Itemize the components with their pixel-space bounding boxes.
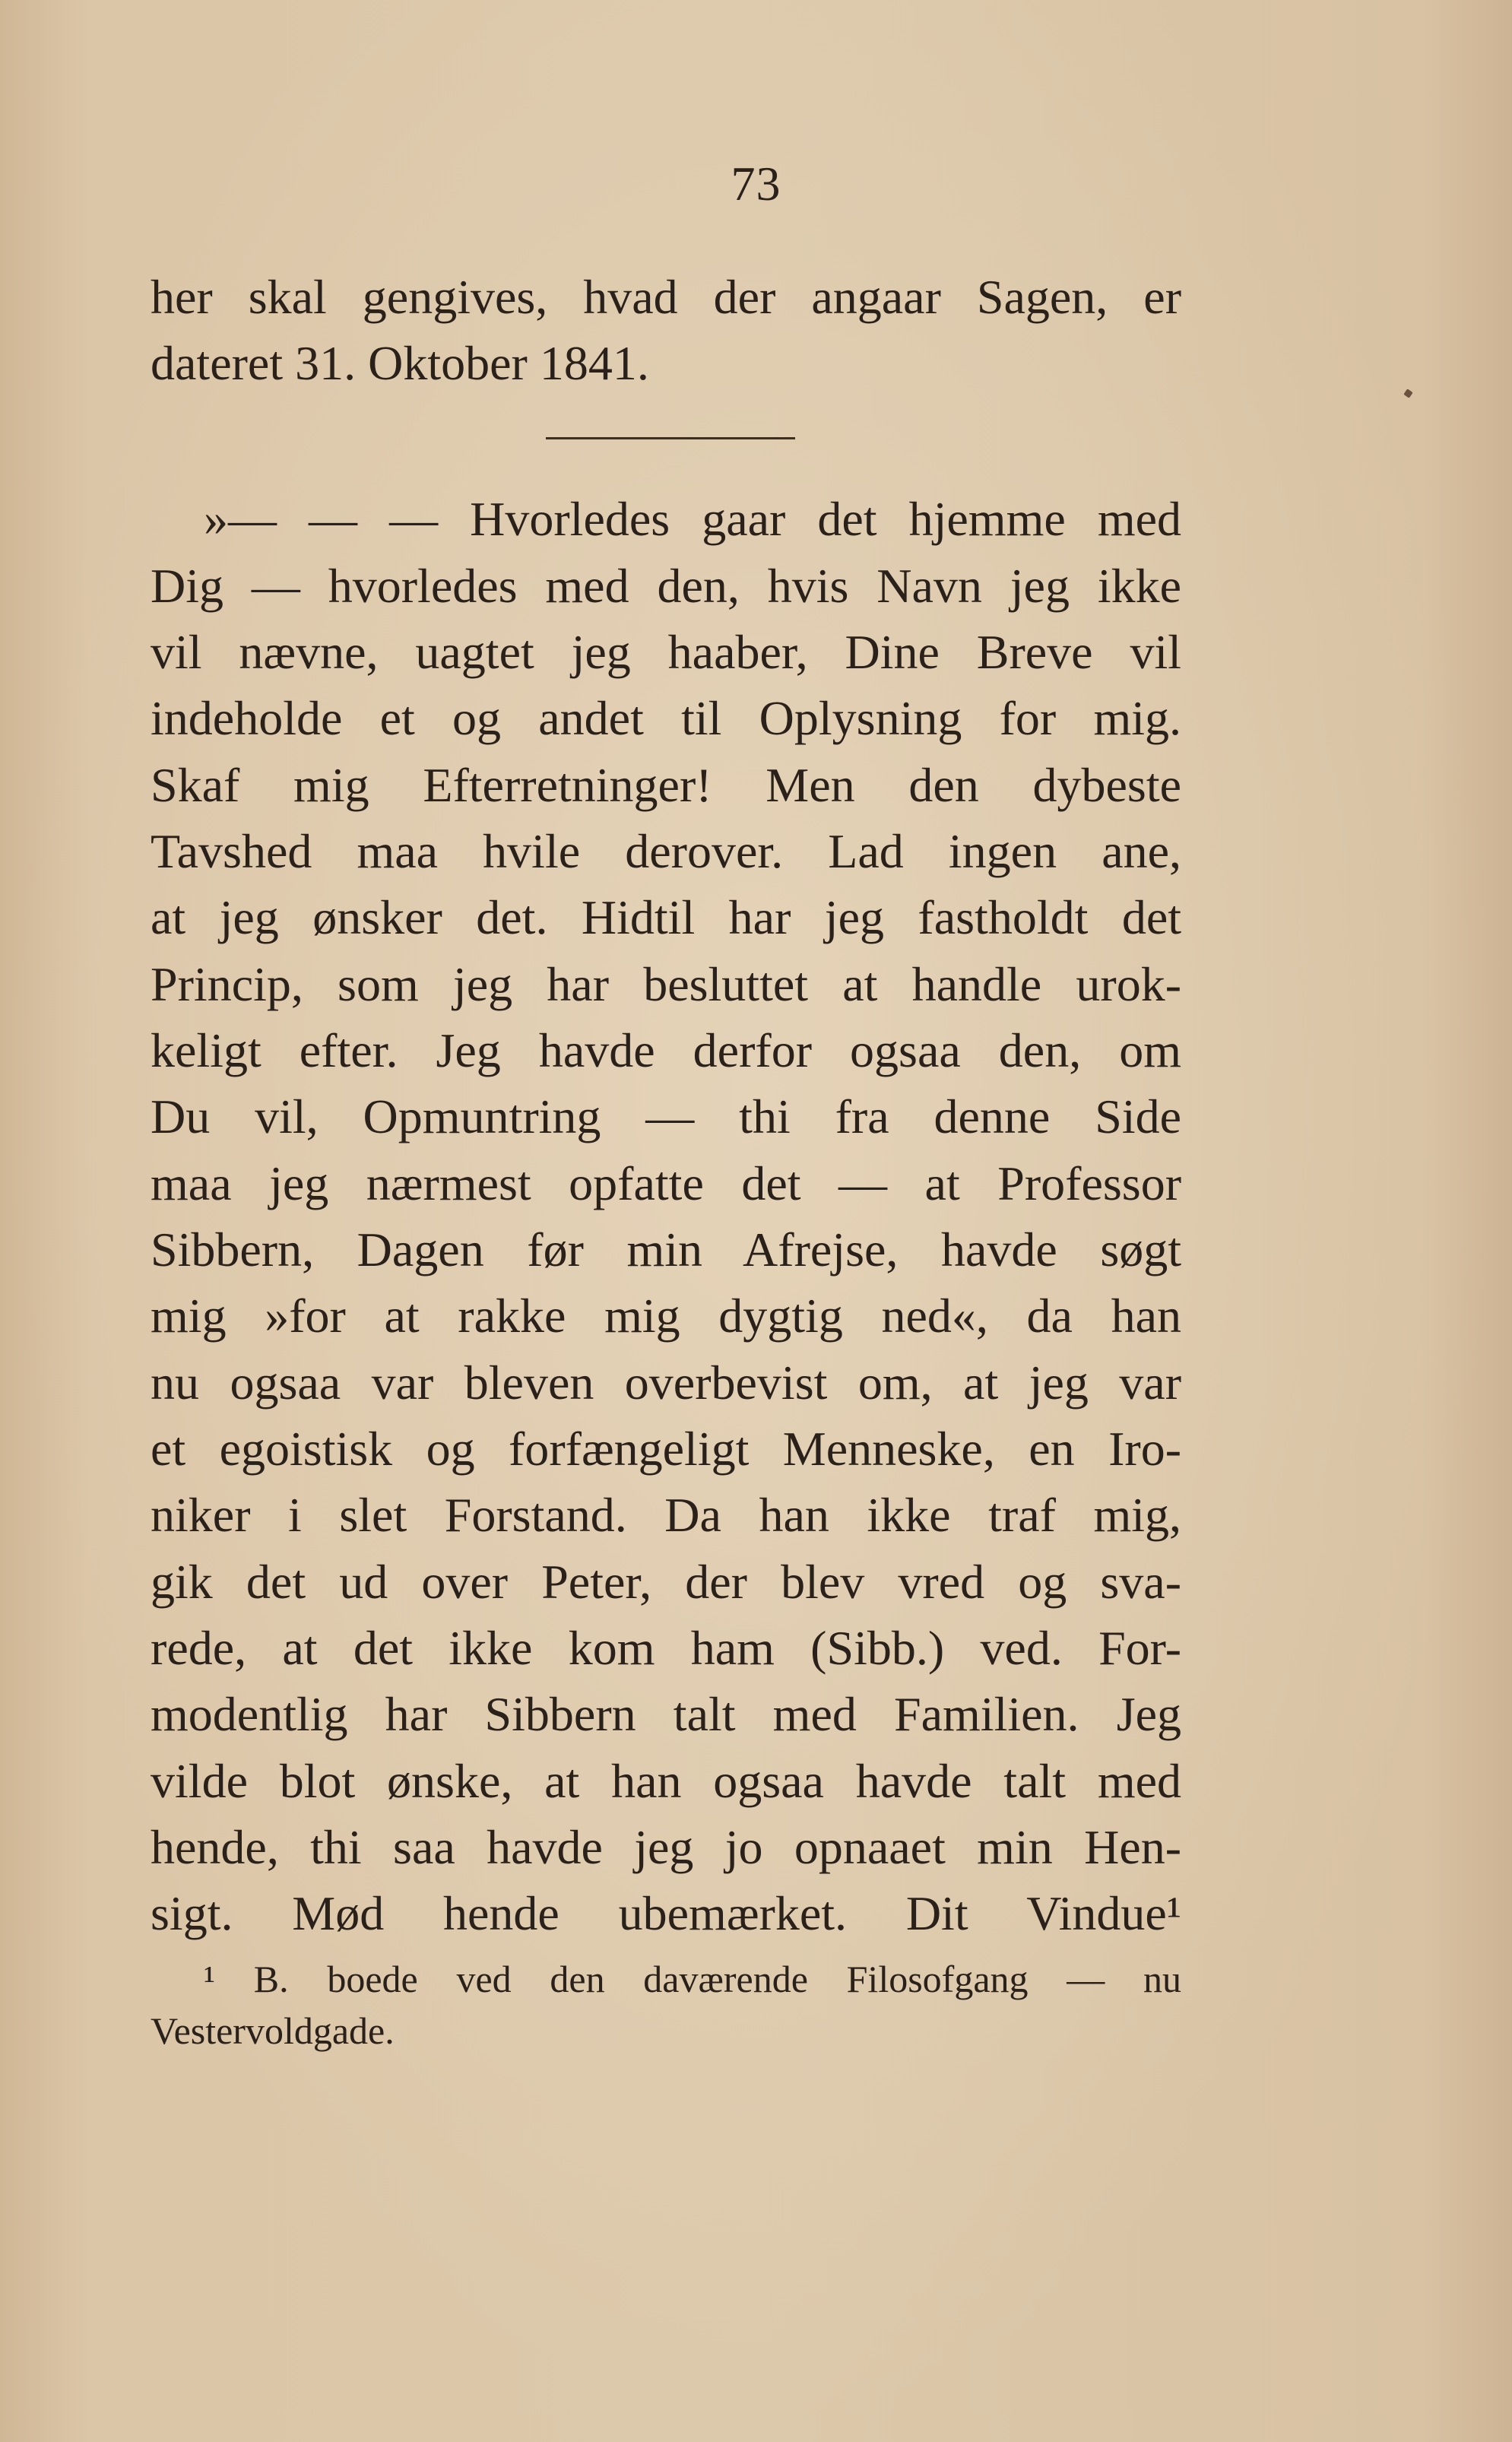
footnote-line: Vestervoldgade. [151,2009,395,2052]
text-line: her skal gengives, hvad der angaar Sagen, er [151,270,1181,324]
text-line: modentlig har Sibbern talt med Familien. Jeg [151,1687,1181,1741]
text-line: maa jeg nærmest opfatte det — at Professor [151,1156,1181,1210]
text-line: et egoistisk og forfængeligt Menneske, en Iro- [151,1422,1181,1476]
text-line: dateret 31. Oktober 1841. [151,336,649,390]
text-line: Sibbern, Dagen før min Afrejse, havde søgt [151,1223,1181,1276]
text-line: mig »for at rakke mig dygtig ned«, da han [151,1289,1181,1343]
text-line: keligt efter. Jeg havde derfor ogsaa den, om [151,1023,1181,1077]
footnote-line: ¹ B. boede ved den daværende Filosofgang — nu [204,1958,1181,2000]
text-line: Princip, som jeg har besluttet at handle urok- [151,957,1181,1011]
text-line: indeholde et og andet til Oplysning for mig. [151,691,1181,745]
text-line: vil nævne, uagtet jeg haaber, Dine Breve vil [151,625,1181,679]
text-line: nu ogsaa var bleven overbevist om, at jeg var [151,1356,1181,1410]
text-line: sigt. Mød hende ubemærket. Dit Vindue¹ [151,1886,1181,1940]
text-line: Skaf mig Efterretninger! Men den dybeste [151,758,1181,812]
text-line: at jeg ønsker det. Hidtil har jeg fastholdt det [151,890,1181,944]
section-divider [546,437,795,439]
text-line: Du vil, Opmuntring — thi fra denne Side [151,1089,1181,1143]
text-line: »— — — Hvorledes gaar det hjemme med [204,492,1181,546]
text-line: vilde blot ønske, at han ogsaa havde talt med [151,1754,1181,1808]
text-line: gik det ud over Peter, der blev vred og sva- [151,1555,1181,1609]
paper-speck [1403,388,1413,398]
text-line: Dig — hvorledes med den, hvis Navn jeg ikke [151,559,1181,613]
text-line: niker i slet Forstand. Da han ikke traf mig, [151,1488,1181,1542]
text-line: Tavshed maa hvile derover. Lad ingen ane, [151,824,1181,878]
text-line: hende, thi saa havde jeg jo opnaaet min Hen- [151,1820,1181,1874]
page-number: 73 [731,157,781,211]
text-line: rede, at det ikke kom ham (Sibb.) ved. For- [151,1621,1181,1675]
